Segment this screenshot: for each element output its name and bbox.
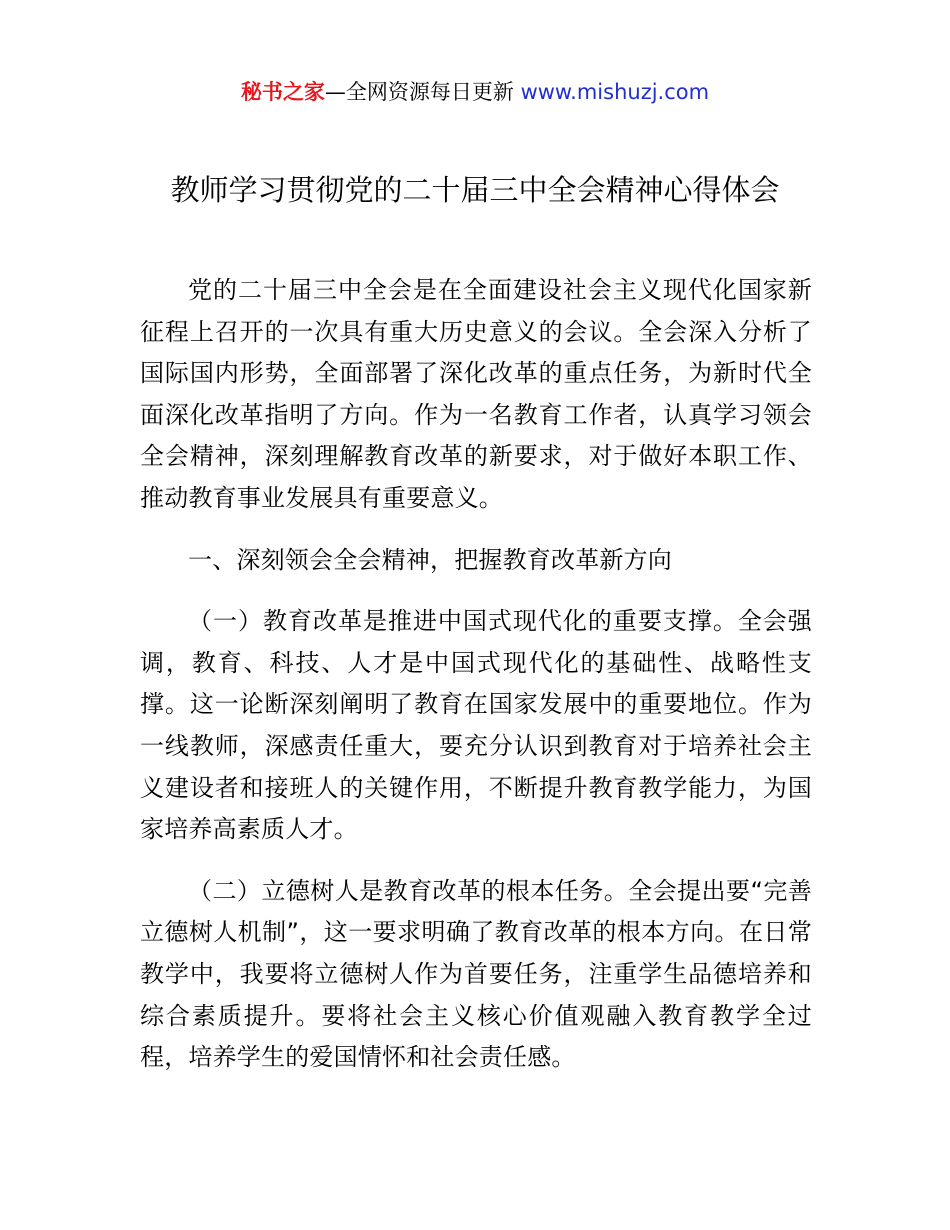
section-heading-1: 一、深刻领会全会精神，把握教育改革新方向 (188, 545, 672, 574)
intro-paragraph: 党的二十届三中全会是在全面建设社会主义现代化国家新征程上召开的一次具有重大历史意义的会议。全会深入分析了国际国内形势，全面部署了深化改革的重点任务，为新时代全面深化改革指明了方向。作为一名教育工作者，认真学习领会全会精神，深刻理解教育改革的新要求，对于做好本职工作、推动教育事业发展具有重要意义。 (140, 276, 812, 512)
document-body (140, 270, 812, 1079)
site-header (0, 76, 950, 108)
subsection-paragraph-1: （一）教育改革是推进中国式现代化的重要支撑。全会强调，教育、科技、人才是中国式现代化的基础性、战略性支撑。这一论断深刻阐明了教育在国家发展中的重要地位。作为一线教师，深感责任重大，要充分认识到教育对于培养社会主义建设者和接班人的关键作用，不断提升教育教学能力，为国家培养高素质人才。 (140, 607, 812, 844)
subsection-paragraph-2: （二）立德树人是教育改革的根本任务。全会提出要“完善立德树人机制”，这一要求明确了教育改革的根本方向。在日常教学中，我要将立德树人作为首要任务，注重学生品德培养和综合素质提升。要将社会主义核心价值观融入教育教学全过程，培养学生的爱国情怀和社会责任感。 (140, 876, 812, 1072)
document-title: 教师学习贯彻党的二十届三中全会精神心得体会 (170, 173, 780, 207)
site-url-link[interactable]: www.mishuzj.com (520, 80, 710, 104)
brand-name: 秘书之家 (240, 80, 325, 104)
header-tagline: —全网资源每日更新 (324, 80, 521, 104)
